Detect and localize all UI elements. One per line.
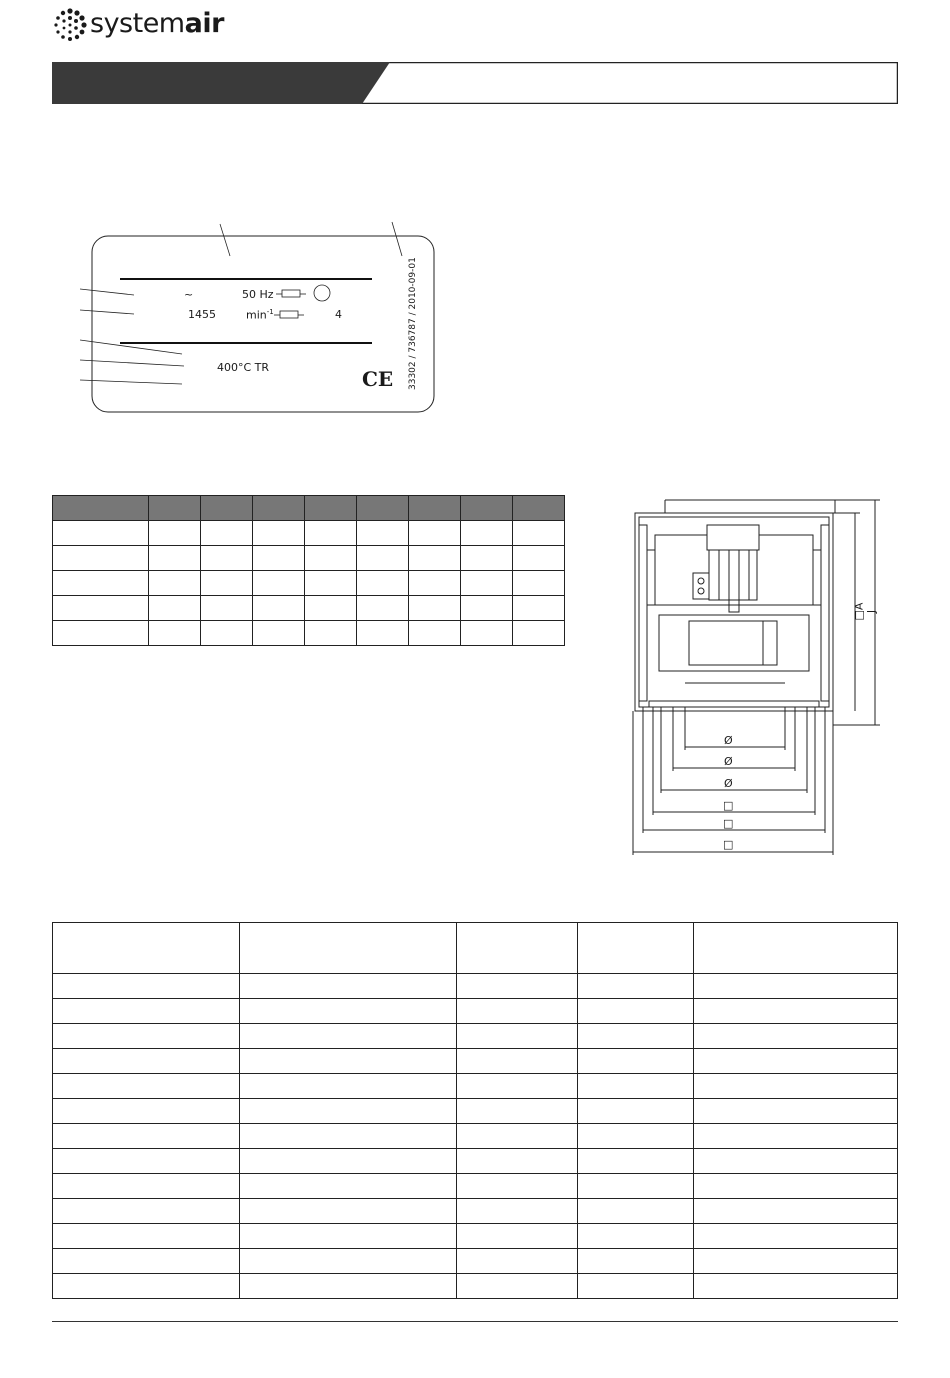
header-cell [513, 496, 565, 521]
diameter-label-2: Ø [724, 755, 733, 768]
table-header-row [53, 496, 565, 521]
square-label-3: □ [723, 838, 734, 851]
performance-table [52, 495, 565, 646]
header-cell [409, 496, 461, 521]
header-cell [149, 496, 201, 521]
square-label-2: □ [723, 817, 734, 830]
speed-value: 1455 [188, 308, 216, 321]
diameter-label-3: Ø [724, 777, 733, 790]
drawing-lines [625, 495, 895, 860]
phase-symbol: ~ [184, 288, 194, 301]
table-row [53, 1049, 898, 1074]
table-row [53, 521, 565, 546]
table-row [53, 571, 565, 596]
header-cell [357, 496, 409, 521]
nameplate [80, 220, 440, 420]
header-cell [253, 496, 305, 521]
header-cell [240, 923, 457, 974]
dimension-a-label [852, 603, 865, 621]
ce-mark: CE [362, 367, 394, 391]
title-bar [52, 62, 898, 104]
header-cell [53, 923, 240, 974]
poles-value: 4 [335, 308, 342, 321]
frequency-value: 50 Hz [242, 288, 274, 301]
table-row [53, 1199, 898, 1224]
diameter-label-1: Ø [724, 734, 733, 747]
table-row [53, 1274, 898, 1299]
header-cell [305, 496, 357, 521]
header-cell [201, 496, 253, 521]
brand-name [90, 8, 224, 39]
brand-suffix: air [184, 8, 224, 39]
header-cell [457, 923, 578, 974]
table-row [53, 974, 898, 999]
square-label-1: □ [723, 799, 734, 812]
table-row [53, 1124, 898, 1149]
table-row [53, 1174, 898, 1199]
serial-code: 33302 / 736787 / 2010-09-01 [408, 257, 418, 390]
speed-unit-base: min [246, 308, 267, 322]
table-row [53, 596, 565, 621]
fan-technical-drawing [625, 495, 895, 860]
table-row [53, 621, 565, 646]
square-symbol: □ [852, 610, 866, 621]
header-cell [694, 923, 898, 974]
dimension-j-label: J [865, 609, 879, 614]
brand-prefix: system [90, 8, 185, 39]
footer-divider [52, 1321, 898, 1322]
header-cell [461, 496, 513, 521]
accessories-table [52, 922, 898, 1299]
header-cell [53, 496, 149, 521]
table-row [53, 1249, 898, 1274]
table-row [53, 1099, 898, 1124]
table-row [53, 1149, 898, 1174]
speed-unit [246, 308, 274, 322]
table-row [53, 1074, 898, 1099]
table-row [53, 999, 898, 1024]
dimension-a-letter: A [852, 602, 866, 611]
table-row [53, 546, 565, 571]
speed-unit-exponent: -1 [266, 308, 274, 316]
header-cell [578, 923, 694, 974]
table-header-row [53, 923, 898, 974]
table-row [53, 1024, 898, 1049]
table-row [53, 1224, 898, 1249]
temperature-class: 400°C TR [217, 361, 270, 374]
